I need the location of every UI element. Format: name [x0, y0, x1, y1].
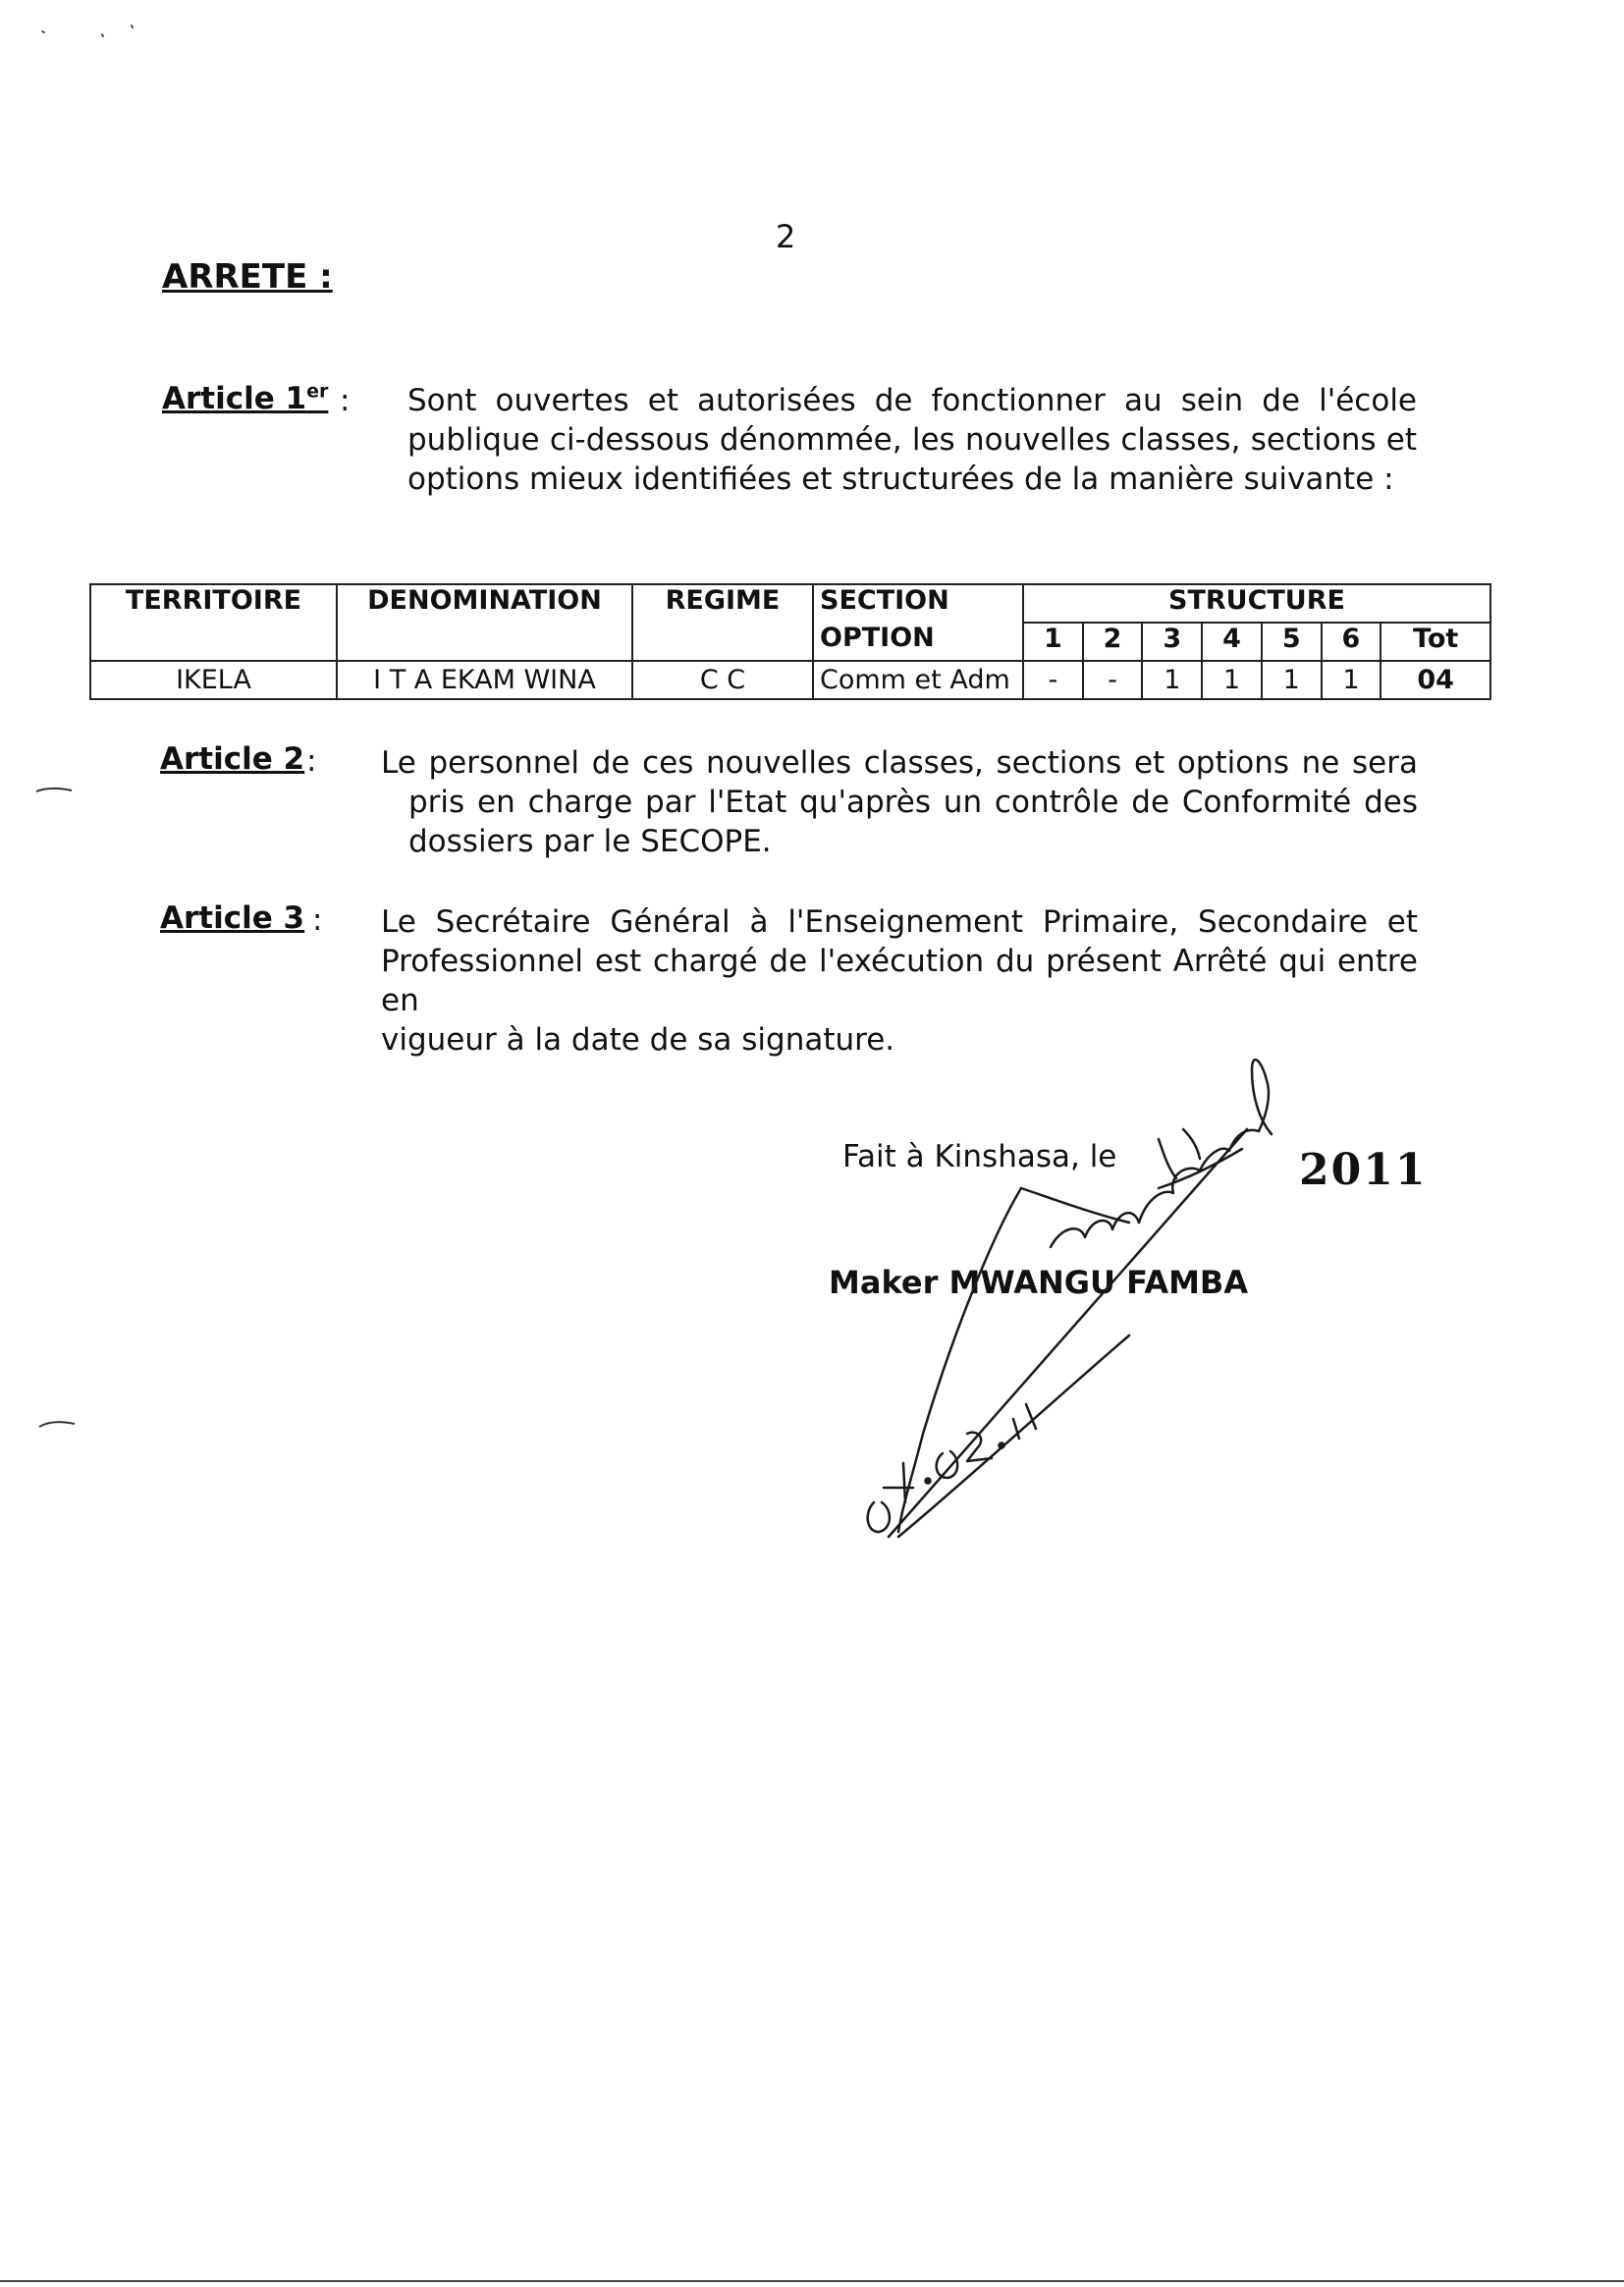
header-level-2: 2 — [1083, 623, 1143, 661]
cell-level-6: 1 — [1322, 661, 1381, 699]
place-date-text: Fait à Kinshasa, le — [842, 1139, 1117, 1174]
article-1-label: Article 1er — [162, 381, 329, 417]
article-2-text — [381, 743, 1418, 861]
article-3-line: Le Secrétaire Général à l'Enseignement Primaire, Secondaire et — [381, 904, 1418, 940]
cell-level-1: - — [1023, 661, 1083, 699]
article-2-line: Le personnel de ces nouvelles classes, sections et options ne sera — [381, 745, 1418, 781]
header-level-4: 4 — [1202, 623, 1262, 661]
article-1-label-group — [162, 381, 328, 416]
handwritten-signature — [835, 1041, 1384, 1552]
cell-regime: C C — [632, 661, 813, 699]
article-1-line: Sont ouvertes et autorisées de fonctionner au sein de l'école — [407, 383, 1417, 418]
cell-level-4: 1 — [1202, 661, 1262, 699]
table-row — [90, 661, 1490, 699]
header-regime: REGIME — [632, 584, 813, 661]
page-bottom-border — [0, 2280, 1624, 2282]
article-2-label: Article 2 — [160, 741, 305, 777]
page-number: 2 — [776, 218, 796, 255]
header-level-tot: Tot — [1380, 623, 1490, 661]
article-1-text — [407, 381, 1417, 499]
document-heading: ARRETE : — [162, 257, 333, 297]
article-3-label: Article 3 — [160, 900, 305, 936]
date-stamp: 2011 — [1299, 1145, 1428, 1195]
article-1-line: publique ci-dessous dénommée, les nouvelles classes, sections et — [407, 422, 1417, 458]
header-denomination: DENOMINATION — [337, 584, 632, 661]
article-3-line: vigueur à la date de sa signature. — [381, 1022, 895, 1058]
margin-mark-upper — [34, 784, 74, 797]
margin-mark-lower — [37, 1418, 77, 1432]
header-level-1: 1 — [1023, 623, 1083, 661]
header-level-6: 6 — [1322, 623, 1381, 661]
cell-territoire: IKELA — [90, 661, 337, 699]
header-level-3: 3 — [1142, 623, 1202, 661]
article-2-line: dossiers par le SECOPE. — [408, 824, 772, 859]
article-3-line: Professionnel est chargé de l'exécution du présent Arrêté qui entre en — [381, 944, 1418, 1018]
cell-denomination: I T A EKAM WINA — [337, 661, 632, 699]
header-territoire: TERRITOIRE — [90, 584, 337, 661]
article-2-colon: : — [306, 743, 317, 779]
article-3-colon: : — [312, 902, 323, 938]
cell-section-option: Comm et Adm — [813, 661, 1023, 699]
header-section: SECTION — [813, 584, 1023, 623]
scan-speck-marks — [37, 20, 145, 39]
cell-level-3: 1 — [1142, 661, 1202, 699]
article-2-line: pris en charge par l'Etat qu'après un contrôle de Conformité des — [408, 785, 1418, 820]
article-3-text — [381, 902, 1418, 1060]
cell-level-tot: 04 — [1380, 661, 1490, 699]
cell-level-2: - — [1083, 661, 1143, 699]
header-structure: STRUCTURE — [1023, 584, 1490, 623]
article-1-line: options mieux identifiées et structurées de la manière suivante : — [407, 462, 1394, 497]
header-level-5: 5 — [1262, 623, 1322, 661]
signer-name: Maker MWANGU FAMBA — [829, 1264, 1249, 1301]
school-structure-table — [89, 583, 1491, 700]
header-option: OPTION — [813, 623, 1023, 661]
cell-level-5: 1 — [1262, 661, 1322, 699]
article-1-colon: : — [340, 383, 351, 418]
